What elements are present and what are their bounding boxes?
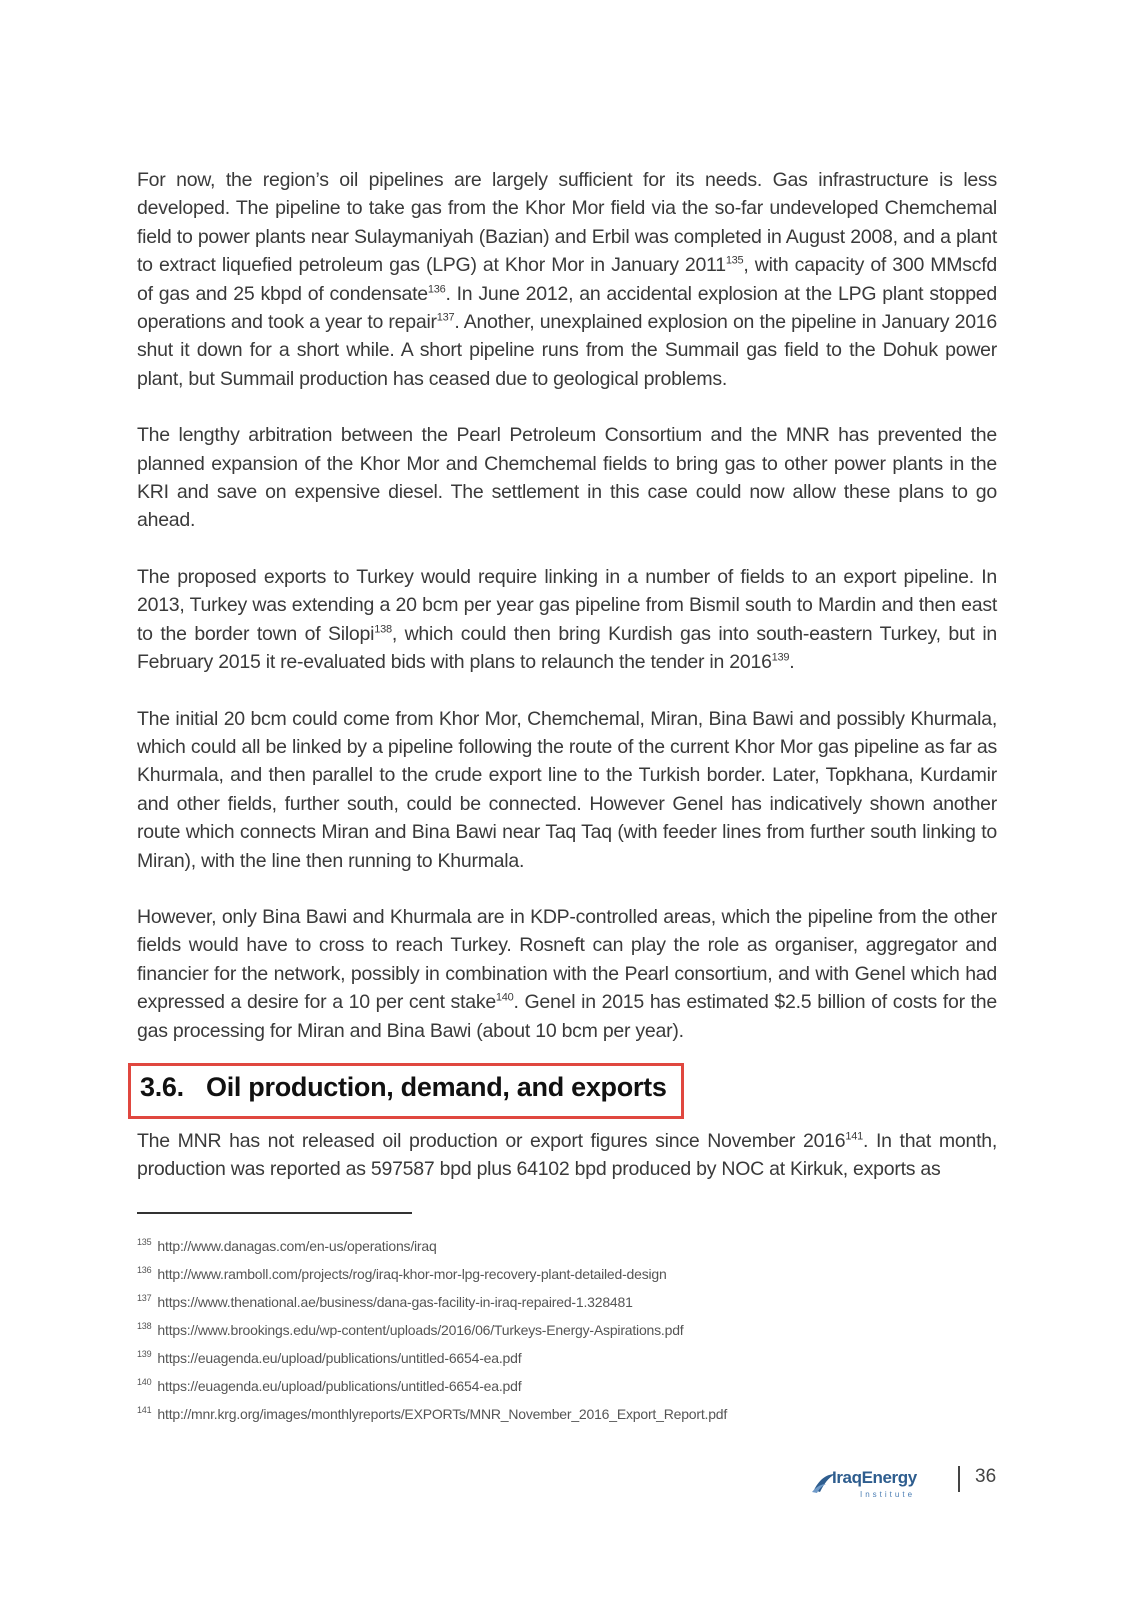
footnote-number: 135 (137, 1237, 152, 1248)
footnote-number: 137 (137, 1293, 152, 1304)
text-run: , with capacity of 300 MMscfd of gas and 25 kbpd of condensate (137, 254, 997, 305)
page-number: 36 (975, 1466, 997, 1487)
text-run: The lengthy arbitration between the Pearl Petroleum Consortium and the MNR has prevented the planned expansion of the Khor Mor and Chemchemal fields to bring gas to other power plants in the KRI and save on expensive diesel. The settlement in this case could now allow these plans to go ahead. (137, 424, 997, 532)
footnote-link[interactable]: https://www.brookings.edu/wp-content/uploads/2016/06/Turkeys-Energy-Aspirations.pdf (157, 1322, 684, 1338)
footnote-item (137, 1372, 997, 1400)
page-number-separator (958, 1466, 960, 1492)
section-title: Oil production, demand, and exports (206, 1072, 667, 1102)
text-run: However, only Bina Bawi and Khurmala are in KDP-controlled areas, which the pipeline from the other fields would have to cross to reach Turkey. Rosneft can play the role as organiser, aggregator and financier for the network, possibly in combination with the Pearl consortium, and with Genel which had expressed a desire for a 10 per cent stake (137, 905, 997, 1014)
paragraph (137, 421, 997, 535)
footnote-item (137, 1288, 997, 1316)
paragraph (137, 166, 997, 393)
iraq-energy-logo (812, 1466, 940, 1506)
footnote-link[interactable]: https://www.thenational.ae/business/dana-gas-facility-in-iraq-repaired-1.328481 (157, 1294, 633, 1310)
footnote-number: 141 (137, 1405, 152, 1416)
footnote-ref: 136 (427, 283, 446, 296)
footnote-ref: 135 (725, 254, 744, 267)
footnote-item (137, 1400, 997, 1428)
footnote-ref: 140 (495, 991, 514, 1004)
text-run: . (789, 651, 795, 674)
paragraph (137, 705, 997, 875)
footnote-separator (137, 1212, 412, 1214)
paragraph (137, 1127, 997, 1184)
footnote-number: 138 (137, 1321, 152, 1332)
text-run: , which could then bring Kurdish gas into south-eastern Turkey, but in February 2015 it re-evaluated bids with plans to relaunch the tender in 2016 (137, 622, 997, 674)
footnote-link[interactable]: http://www.ramboll.com/projects/rog/iraq-khor-mor-lpg-recovery-plant-detailed-design (157, 1266, 667, 1282)
footnote-number: 140 (137, 1377, 152, 1388)
footnote-number: 136 (137, 1265, 152, 1276)
text-run: For now, the region’s oil pipelines are largely sufficient for its needs. Gas infrastructure is less developed. The pipeline to take gas from the Khor Mor field via the so-far undeveloped Chemchemal field to power plants near Sulaymaniyah (Bazian) and Erbil was completed in August 2008, and a plant to extract liquefied petroleum gas (LPG) at Khor Mor in January 2011 (137, 169, 997, 277)
text-run: The MNR has not released oil production or export figures since November 2016 (137, 1130, 846, 1152)
body-text (137, 166, 997, 1045)
paragraph (137, 563, 997, 677)
text-run: The initial 20 bcm could come from Khor Mor, Chemchemal, Miran, Bina Bawi and possibly Khurmala, which could all be linked by a pipeline following the route of the current Khor Mor gas pipeline as far as Khurmala, and then parallel to the crude export line to the Turkish border. Later, Topkhana, Kurdamir and other fields, further south, could be connected. However Genel has indicatively shown another route which connects Miran and Bina Bawi near Taq Taq (with feeder lines from further south linking to Miran), with the line then running to Khurmala. (137, 707, 997, 872)
text-run: . In June 2012, an accidental explosion at the LPG plant stopped operations and took a year to repair (137, 282, 997, 334)
footnote-ref: 138 (374, 623, 392, 636)
footnote-link[interactable]: http://mnr.krg.org/images/monthlyreports/EXPORTs/MNR_November_2016_Export_Report.pdf (157, 1406, 728, 1422)
footnote-ref: 137 (436, 311, 455, 324)
logo-subtitle: Institute (860, 1490, 916, 1499)
footnote-ref: 139 (771, 651, 790, 664)
footnote-link[interactable]: https://euagenda.eu/upload/publications/untitled-6654-ea.pdf (157, 1350, 522, 1366)
footnote-link[interactable]: http://www.danagas.com/en-us/operations/iraq (157, 1238, 437, 1254)
text-run: . Genel in 2015 has estimated $2.5 billion of costs for the gas processing for Miran and Bina Bawi (about 10 bcm per year). (137, 991, 997, 1042)
footnote-number: 139 (137, 1349, 152, 1360)
section-heading (140, 1072, 667, 1103)
paragraph (137, 903, 997, 1045)
text-run: The proposed exports to Turkey would require linking in a number of fields to an export pipeline. In 2013, Turkey was extending a 20 bcm per year gas pipeline from Bismil south to Mardin and then east to the border town of Silopi (137, 565, 997, 645)
footnotes (137, 1232, 997, 1428)
footnote-item (137, 1232, 997, 1260)
logo-text: IraqEnergy (832, 1468, 917, 1487)
footnote-item (137, 1260, 997, 1288)
footnote-ref: 141 (845, 1130, 863, 1143)
footnote-link[interactable]: https://euagenda.eu/upload/publications/untitled-6654-ea.pdf (157, 1378, 522, 1394)
footnote-item (137, 1316, 997, 1344)
text-run: . In that month, production was reported as 597587 bpd plus 64102 bpd produced by NOC at Kirkuk, exports as (137, 1130, 997, 1181)
footnote-item (137, 1344, 997, 1372)
section-number: 3.6. (140, 1072, 184, 1102)
section-intro-text (137, 1127, 997, 1184)
text-run: . Another, unexplained explosion on the pipeline in January 2016 shut it down for a short while. A short pipeline runs from the Summail gas field to the Dohuk power plant, but Summail production has ceased due to geological problems. (137, 311, 997, 390)
